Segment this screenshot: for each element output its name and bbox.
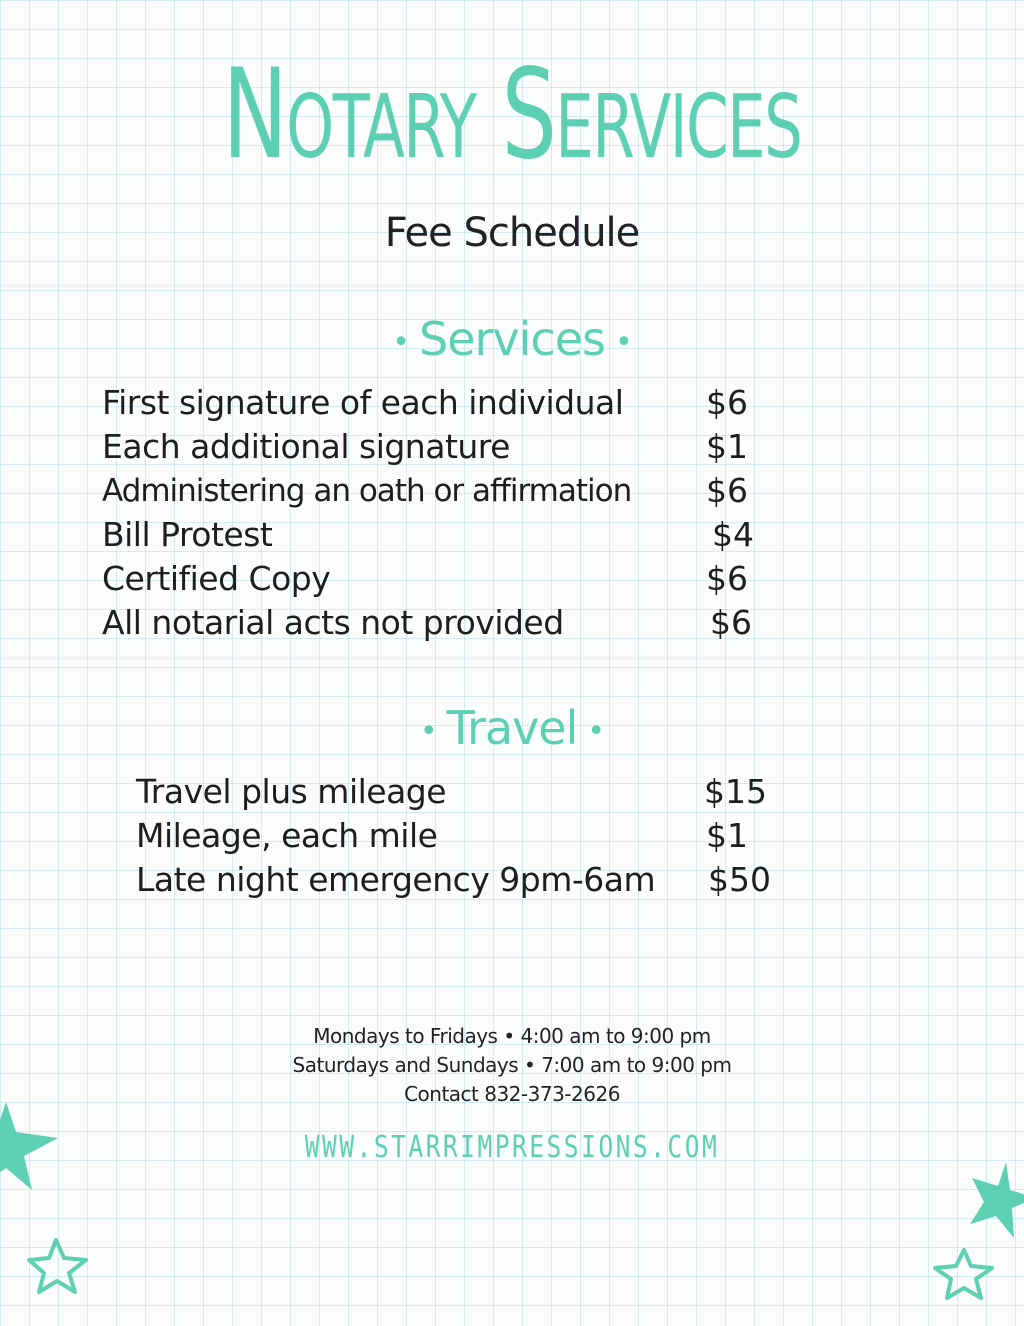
list-item (102, 557, 782, 601)
list-item (136, 770, 796, 814)
list-item (136, 858, 796, 902)
travel-price: $1 (706, 816, 748, 855)
hours-weekday: Mondays to Fridays • 4:00 am to 9:00 pm (313, 1024, 711, 1048)
travel-label: Late night emergency 9pm-6am (136, 860, 656, 899)
bullet-dot: • (587, 713, 605, 749)
paper-fold (0, 283, 1024, 289)
service-price: $6 (706, 471, 748, 510)
travel-price: $50 (708, 860, 771, 899)
hours-weekend: Saturdays and Sundays • 7:00 am to 9:00 pm (292, 1053, 732, 1077)
bullet-dot: • (614, 324, 632, 360)
page-subtitle: Fee Schedule (384, 210, 640, 256)
service-label: Each additional signature (102, 427, 510, 466)
services-heading (0, 309, 1024, 373)
business-hours (0, 1022, 1024, 1109)
bullet-dot: • (419, 713, 437, 749)
service-label: Bill Protest (102, 515, 273, 554)
contact-phone: Contact 832-373-2626 (404, 1082, 620, 1106)
service-price: $6 (706, 559, 748, 598)
travel-heading-text: Travel (446, 701, 578, 755)
star-outline-icon (26, 1236, 90, 1296)
star-filled-icon (966, 1160, 1024, 1244)
list-item (102, 469, 782, 513)
list-item (102, 425, 782, 469)
service-label: All notarial acts not provided (102, 603, 564, 642)
services-heading-text: Services (419, 312, 605, 366)
services-list (102, 381, 782, 645)
list-item (102, 601, 782, 645)
list-item (102, 381, 782, 425)
list-item (136, 814, 796, 858)
travel-label: Mileage, each mile (136, 816, 438, 855)
bullet-dot: • (392, 324, 409, 360)
service-price: $1 (706, 427, 748, 466)
travel-list (136, 770, 796, 902)
service-label: Certified Copy (102, 559, 331, 598)
service-price: $6 (706, 383, 748, 422)
service-price: $4 (712, 515, 754, 554)
page-title: Notary Services (222, 43, 802, 187)
paper-fold (0, 655, 1024, 661)
travel-label: Travel plus mileage (136, 772, 447, 811)
star-outline-icon (930, 1246, 996, 1302)
service-label: First signature of each individual (102, 383, 624, 422)
travel-price: $15 (704, 772, 767, 811)
website-link[interactable]: WWW.STARRIMPRESSIONS.COM (304, 1130, 720, 1165)
list-item (102, 513, 782, 557)
service-label: Administering an oath or affirmation (102, 473, 632, 509)
travel-heading (0, 698, 1024, 762)
star-filled-icon (0, 1098, 64, 1194)
service-price: $6 (710, 603, 752, 642)
